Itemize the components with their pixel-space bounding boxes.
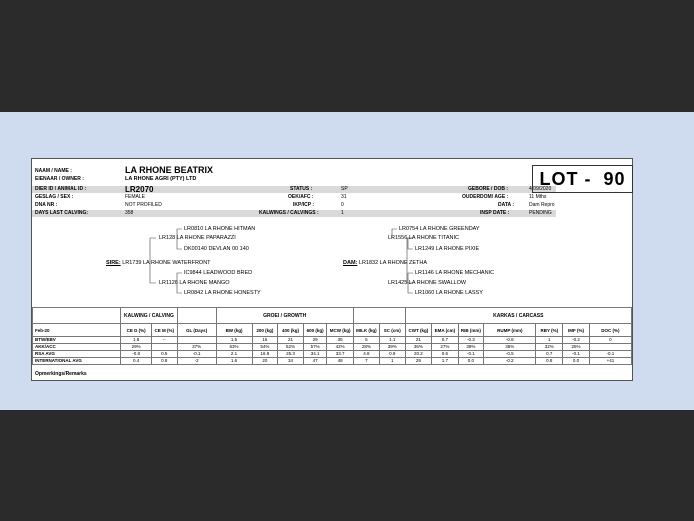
- ikp-value: 0: [341, 202, 344, 208]
- table-row: [33, 358, 632, 365]
- col-header: RIB (mm): [458, 324, 484, 337]
- table-cell: 20.2: [405, 351, 432, 358]
- pedigree-sire: [106, 260, 211, 267]
- table-cell: 27%: [432, 344, 458, 351]
- row-label: INTERNATIONAL AVG: [33, 358, 121, 365]
- animal-name: LA RHONE BEATRIX: [125, 165, 214, 175]
- col-header: 600 (kg): [303, 324, 327, 337]
- table-cell: [151, 344, 177, 351]
- pedigree-dam-sire-sire: LR0754 LA RHONE GREENDAY: [399, 226, 480, 232]
- group-growth: GROEI / GROWTH: [216, 308, 353, 324]
- calvings-label: KALWINGS / CALVINGS :: [259, 210, 319, 216]
- table-cell: 1.8: [121, 337, 152, 344]
- table-cell: 36%: [484, 344, 536, 351]
- animal-id: LR2070: [125, 185, 154, 194]
- table-cell: -2: [177, 358, 216, 365]
- ikp-label: IKP/ICP :: [293, 202, 315, 208]
- row-label: RSA AVG: [33, 351, 121, 358]
- table-cell: 25.3: [278, 351, 304, 358]
- dna-label: DNA NR :: [35, 202, 58, 208]
- table-cell: 54%: [252, 344, 278, 351]
- table-cell: 35: [327, 337, 353, 344]
- table-cell: 28%: [353, 344, 379, 351]
- pedigree-sire-sire-dam: DK00140 DEVLAN 00 140: [184, 246, 249, 252]
- name-label: NAAM / NAME :: [35, 168, 72, 174]
- days-label: DAYS LAST CALVING:: [35, 210, 89, 216]
- col-header: 200 (kg): [252, 324, 278, 337]
- calvings-value: 1: [341, 210, 344, 216]
- table-cell: 0.0: [458, 358, 484, 365]
- table-cell: 42%: [327, 344, 353, 351]
- dna-value: NOT PROFILED: [125, 202, 162, 208]
- table-cell: 1.7: [432, 358, 458, 365]
- sex-label: GESLAG / SEX :: [35, 194, 74, 200]
- table-cell: 0.0: [563, 358, 590, 365]
- ebv-table: [32, 307, 632, 365]
- table-cell: 37%: [177, 344, 216, 351]
- pedigree-sire-dam: LR1126 LA RHONE MANGO: [159, 280, 230, 286]
- table-cell: [589, 344, 631, 351]
- blank-cell: [353, 308, 405, 324]
- col-header: CE M (%): [151, 324, 177, 337]
- table-cell: 29: [303, 337, 327, 344]
- table-cell: 21: [405, 337, 432, 344]
- table-cell: 57%: [303, 344, 327, 351]
- table-cell: 20: [252, 358, 278, 365]
- table-cell: -0.1: [458, 351, 484, 358]
- table-cell: -0.1: [563, 351, 590, 358]
- col-header: BW (kg): [216, 324, 252, 337]
- status-label: STATUS :: [290, 186, 313, 192]
- pedigree-dam-dam-dam: LR1060 LA RHONE LASSY: [415, 290, 483, 296]
- table-row: [33, 337, 632, 344]
- table-cell: 25%: [563, 344, 590, 351]
- dam-value: LR1832 LA RHONE ZETHA: [358, 260, 428, 266]
- table-cell: 1.1: [379, 337, 405, 344]
- table-cell: 0.5: [151, 351, 177, 358]
- blank-cell: [33, 308, 121, 324]
- table-cell: -0.1: [177, 351, 216, 358]
- data-label: DATA :: [498, 202, 515, 208]
- row-label: AKK/ACC: [33, 344, 121, 351]
- table-cell: 63%: [216, 344, 252, 351]
- col-header: MCW (kg): [327, 324, 353, 337]
- pedigree-dam-dam-sire: LR1146 LA RHONE MECHANIC: [415, 270, 495, 276]
- table-cell: -0.5: [484, 351, 536, 358]
- data-value: Dam Repro: [529, 202, 555, 208]
- table-cell: 0.7: [536, 351, 563, 358]
- table-cell: 1.5: [216, 337, 252, 344]
- table-cell: -0.2: [563, 337, 590, 344]
- pedigree-dam-sire-dam: LR1249 LA RHONE PIXIE: [415, 246, 480, 252]
- dob-label: GEBORE / DOB :: [468, 186, 509, 192]
- remarks-label: Opmerkings/Remarks: [35, 371, 87, 377]
- table-cell: 4.8: [353, 351, 379, 358]
- table-cell: 1: [379, 358, 405, 365]
- col-header: SC (cm): [379, 324, 405, 337]
- table-cell: 29%: [121, 344, 152, 351]
- status-value: SP: [341, 186, 348, 192]
- table-cell: -0.2: [484, 358, 536, 365]
- column-header-row: [33, 324, 632, 337]
- table-cell: 0: [589, 337, 631, 344]
- table-cell: -0.1: [589, 351, 631, 358]
- table-row: [33, 351, 632, 358]
- table-cell: 0.6: [432, 351, 458, 358]
- table-cell: -0.3: [458, 337, 484, 344]
- days-value: 358: [125, 210, 134, 216]
- col-header: EMA (cm): [432, 324, 458, 337]
- table-body: [33, 337, 632, 365]
- table-cell: 2.1: [216, 351, 252, 358]
- dam-label: DAM:: [343, 260, 358, 266]
- col-header: 400 (kg): [278, 324, 304, 337]
- table-row: [33, 344, 632, 351]
- pedigree-dam-dam: LR1425 LA RHONE SWALLOW: [388, 280, 467, 286]
- table-cell: 0.7: [432, 337, 458, 344]
- id-label: DIER ID / ANIMAL ID :: [35, 186, 87, 192]
- table-cell: 0.9: [379, 351, 405, 358]
- owner-label: EIENAAR / OWNER :: [35, 176, 84, 182]
- col-header: RBY (%): [536, 324, 563, 337]
- owner-value: LA RHONE AGRI (PTY) LTD: [125, 176, 197, 182]
- pedigree-dam-sire: LR1556 LA RHONE TITANIC: [388, 235, 460, 241]
- pedigree-sire-dam-sire: IC9844 LEADWOOD BRED: [184, 270, 253, 276]
- group-header-row: [33, 308, 632, 324]
- group-calving: KALWING / CALVING: [121, 308, 177, 324]
- table-cell: 7: [353, 358, 379, 365]
- age-label: OUDERDOM/ AGE :: [462, 194, 509, 200]
- table-cell: 38%: [458, 344, 484, 351]
- group-carcass: KARKAS / CARCASS: [405, 308, 631, 324]
- row-header-date: Feb-20: [33, 324, 121, 337]
- table-cell: 1: [536, 337, 563, 344]
- sire-value: LR1739 LA RHONE WATERFRONT: [122, 260, 211, 266]
- table-cell: 29: [405, 358, 432, 365]
- table-cell: 34: [278, 358, 304, 365]
- table-cell: -0.8: [484, 337, 536, 344]
- table-cell: 16.8: [252, 351, 278, 358]
- lot-sheet: [31, 158, 633, 381]
- table-cell: 48: [327, 358, 353, 365]
- oek-value: 31: [341, 194, 347, 200]
- table-cell: 36%: [405, 344, 432, 351]
- col-header: MILK (kg): [353, 324, 379, 337]
- table-cell: 47: [303, 358, 327, 365]
- table-cell: 0.8: [151, 358, 177, 365]
- animal-header: [32, 159, 556, 221]
- pedigree-sire-dam-dam: LR0842 LA RHONE HONESTY: [184, 290, 261, 296]
- table-cell: 16: [252, 337, 278, 344]
- table-cell: 34.1: [303, 351, 327, 358]
- dob-value: 4/09/2020: [529, 186, 552, 192]
- pedigree-sire-sire-sire: LR0810 LA RHONE HITMAN: [184, 226, 256, 232]
- sire-label: SIRE:: [106, 260, 121, 266]
- pedigree: [32, 223, 634, 305]
- table-cell: 52%: [278, 344, 304, 351]
- table-cell: 0.8: [536, 358, 563, 365]
- col-header: CE D (%): [121, 324, 152, 337]
- pedigree-sire-sire: LR128 LA RHONE PAPARAZZI: [159, 235, 236, 241]
- row-label: BTW/EBV: [33, 337, 121, 344]
- table-cell: -0.8: [121, 351, 152, 358]
- pedigree-dam: [343, 260, 427, 267]
- table-cell: 39%: [379, 344, 405, 351]
- table-cell: --: [151, 337, 177, 344]
- table-cell: +41: [589, 358, 631, 365]
- col-header: RUMP (mm): [484, 324, 536, 337]
- age-value: 11 Mths: [529, 194, 547, 200]
- lot-number: 90: [603, 168, 626, 189]
- table-cell: 1.6: [216, 358, 252, 365]
- table-cell: 32%: [536, 344, 563, 351]
- col-header: GL (Days): [177, 324, 216, 337]
- table-cell: 33.7: [327, 351, 353, 358]
- sex-value: FEMALE: [125, 194, 146, 200]
- table-cell: 0.4: [121, 358, 152, 365]
- insp-label: INSP DATE :: [480, 210, 510, 216]
- table-cell: [177, 337, 216, 344]
- table-cell: 21: [278, 337, 304, 344]
- lot-label: LOT -: [539, 168, 592, 189]
- blank-cell: [177, 308, 216, 324]
- oek-label: OEK/AFC :: [288, 194, 314, 200]
- insp-value: PENDING: [529, 210, 552, 216]
- table-cell: 5: [353, 337, 379, 344]
- lot-number-box: [532, 165, 633, 193]
- col-header: IMF (%): [563, 324, 590, 337]
- col-header: CWT (kg): [405, 324, 432, 337]
- col-header: DOC (%): [589, 324, 631, 337]
